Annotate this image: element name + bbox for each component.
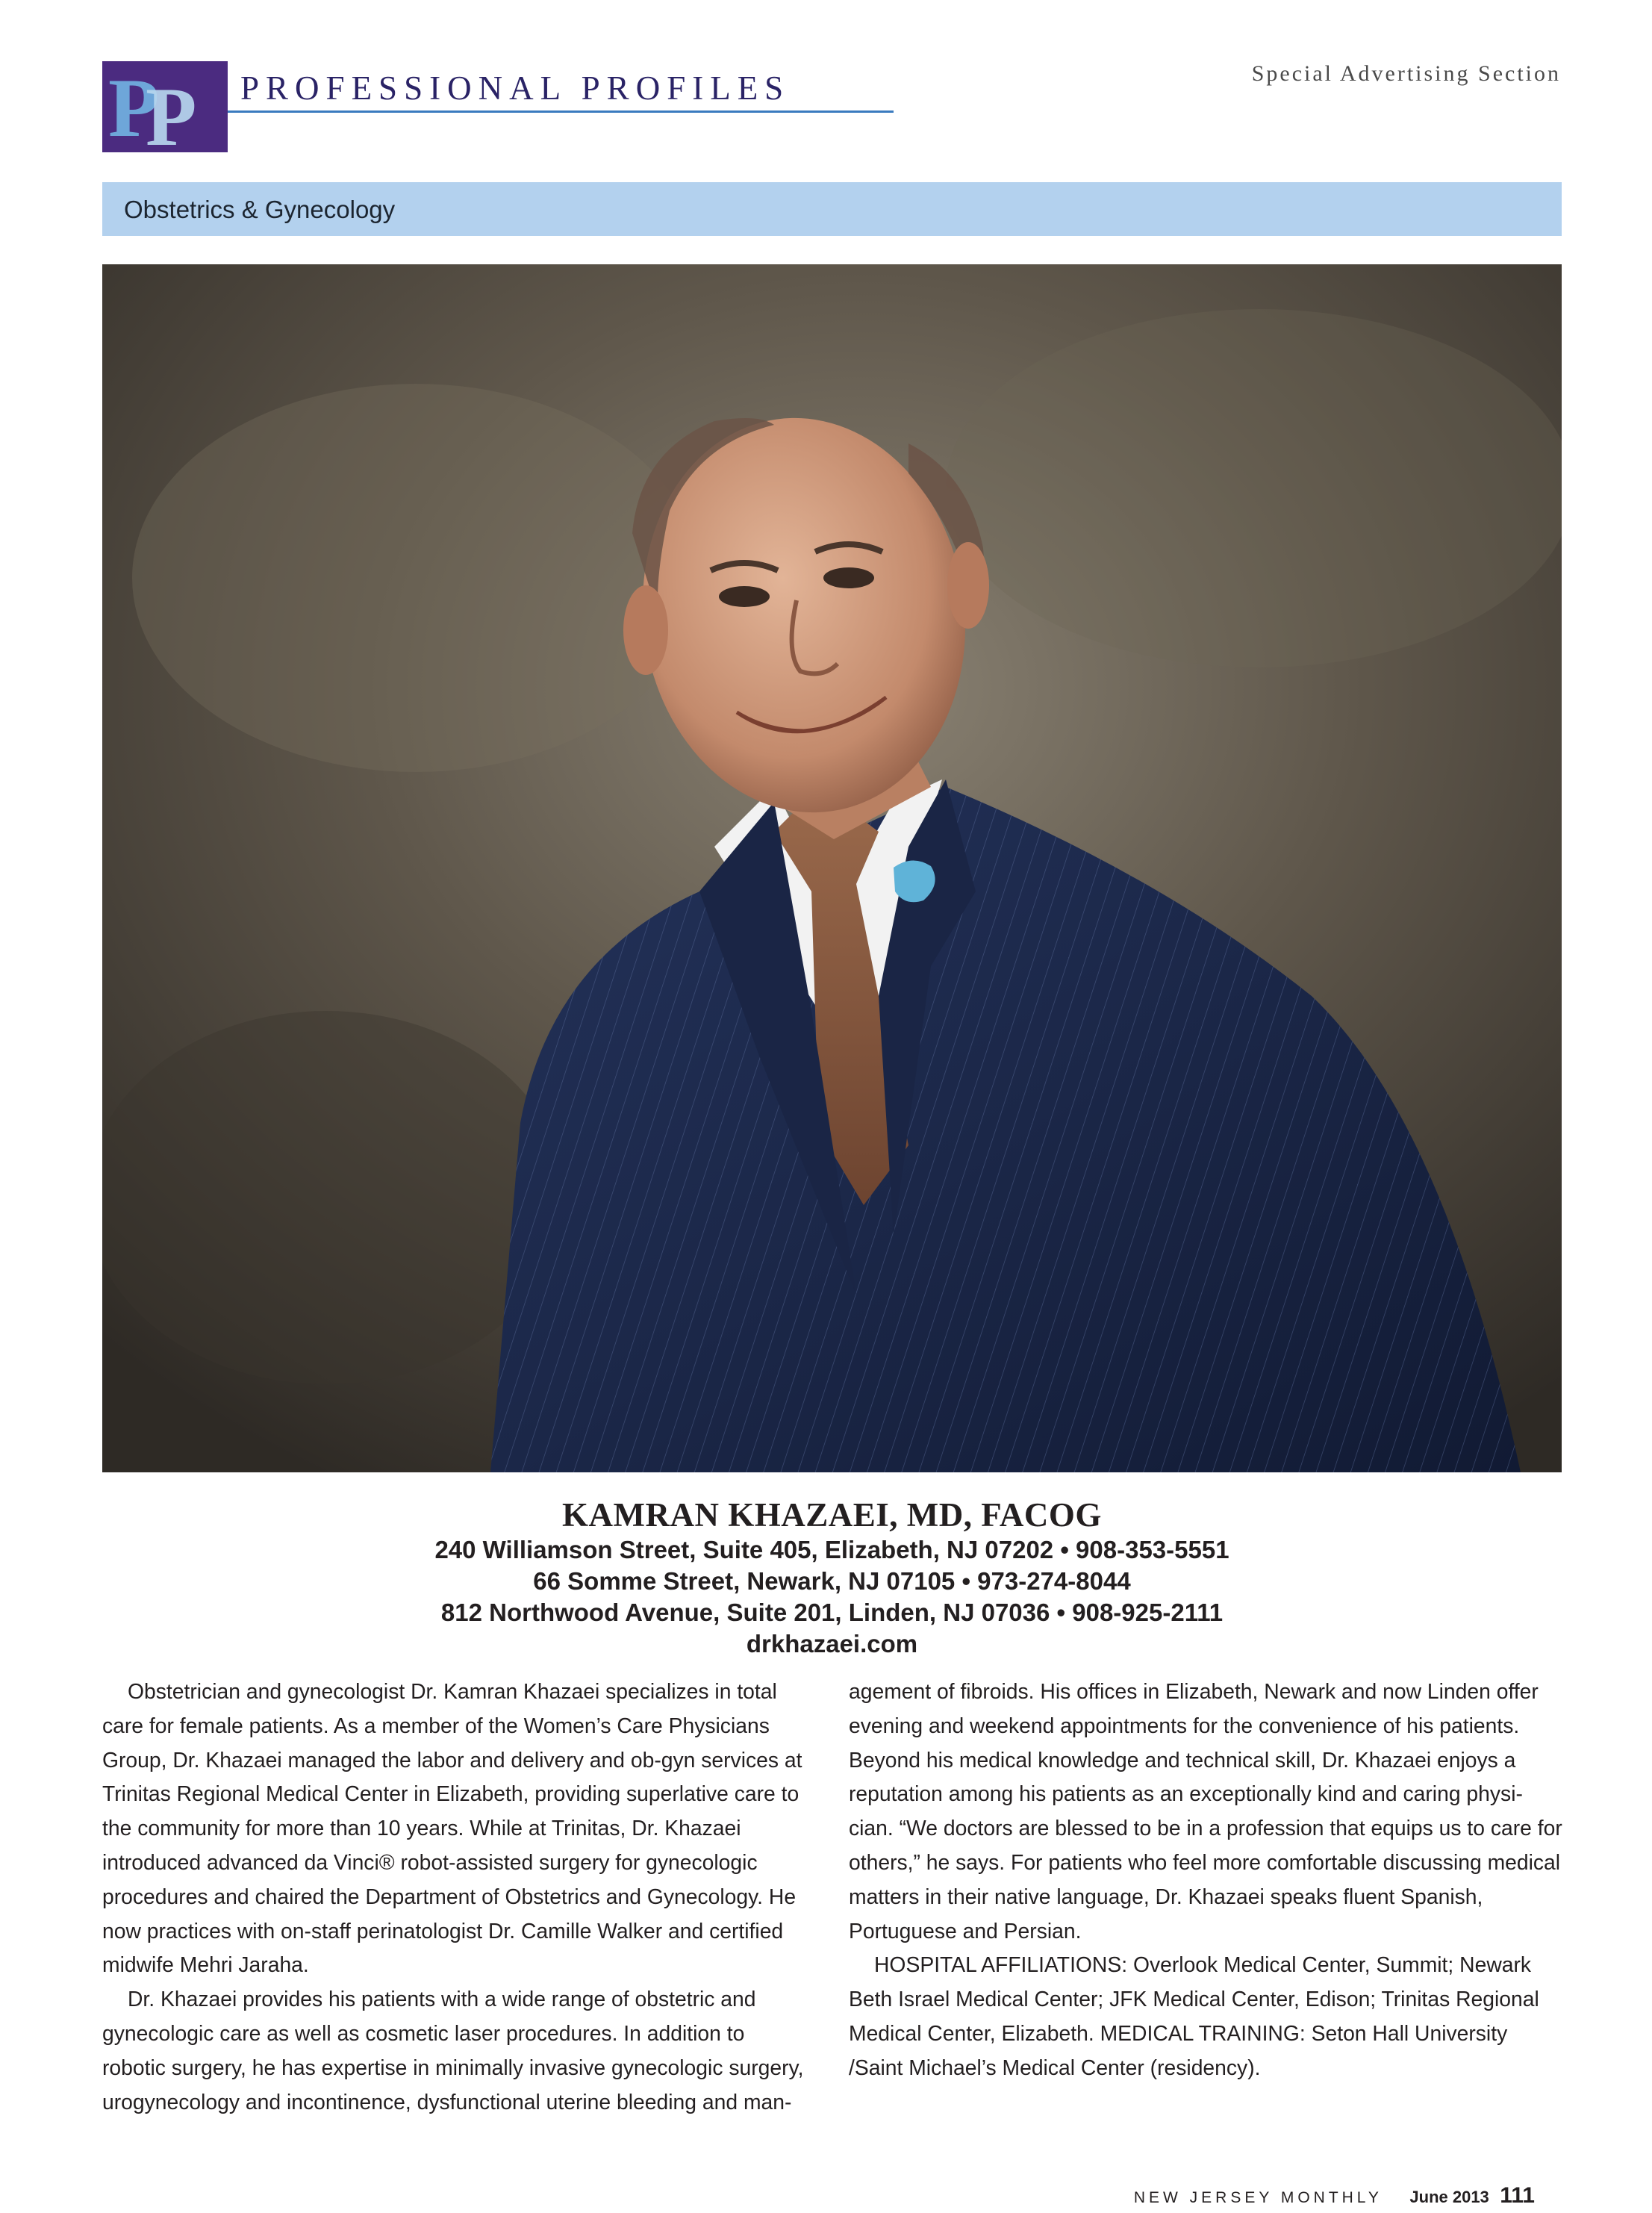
eye-right [823, 567, 874, 588]
profiles-logo [102, 61, 228, 152]
portrait-illustration [102, 264, 1562, 1472]
body-column-right [849, 1675, 1565, 2085]
brand-rule [228, 111, 894, 113]
body-column-left [102, 1675, 808, 2119]
profile-header [102, 1495, 1562, 1660]
pp-logo-mark [102, 61, 228, 152]
address-newark: 66 Somme Street, Newark, NJ 07105 • 973-274-8044 [533, 1567, 1131, 1595]
category-label: Obstetrics & Gynecology [124, 196, 396, 223]
paragraph-offices: agement of fibroids. His offices in Elizabeth, Newark and now Linden offer evening and weekend appointments for the convenience of his patients. Beyond his medical knowledge and technical skill, Dr. Khazaei enjoys a reputation among his patients as an exceptionally kind and caring physi-cian. “We doctors are blessed to be in a profession that equips us to care for others,” he says. For patients who feel more comfortable discussing medical matters in their native language, Dr. Khazaei speaks fluent Spanish, Portuguese and Persian. [849, 1679, 1562, 1943]
issue-date: June 2013 [1409, 2188, 1489, 2206]
magazine-name: NEW JERSEY MONTHLY [1133, 2189, 1383, 2206]
page-footer [1134, 2183, 1535, 2209]
logo-letter-1: P [108, 62, 160, 152]
paragraph-affiliations: HOSPITAL AFFILIATIONS: Overlook Medical Center, Summit; Newark Beth Israel Medical Center; JFK Medical Center, Edison; Trinitas Regional Medical Center, Elizabeth. MEDICAL TRAINING: Seton Hall University /Saint Michael’s Medical Center (residency). [849, 1952, 1539, 2079]
brand-title: PROFESSIONAL PROFILES [240, 69, 791, 107]
eye-left [719, 586, 770, 607]
doctor-portrait-photo [102, 264, 1562, 1472]
paragraph-intro: Obstetrician and gynecologist Dr. Kamran Khazaei specializes in total care for female patients. As a member of the Women’s Care Physicians Group, Dr. Khazaei managed the labor and delivery and ob-gyn services at Trinitas Regional Medical Center in Elizabeth, providing superlative care to the community for more than 10 years. While at Trinitas, Dr. Khazaei introduced advanced da Vinci® robot-assisted surgery for gynecologic procedures and chaired the Department of Obstetrics and Gynecology. He now practices with on-staff perinatologist Dr. Camille Walker and certified midwife Mehri Jaraha. [102, 1679, 802, 1977]
logo-letter-2: P [146, 71, 197, 152]
address-elizabeth: 240 Williamson Street, Suite 405, Elizabeth, NJ 07202 • 908-353-5551 [434, 1536, 1229, 1563]
category-band [102, 182, 1562, 236]
paragraph-services: Dr. Khazaei provides his patients with a wide range of obstetric and gynecologic care as well as cosmetic laser procedures. In addition to robotic surgery, he has expertise in minimally invasive gynecologic surgery, urogynecology and incontinence, dysfunctional uterine bleeding and man- [102, 1987, 804, 2114]
doctor-name: KAMRAN KHAZAEI, MD, FACOG [562, 1496, 1102, 1534]
page-number: 111 [1500, 2183, 1535, 2208]
special-advertising-label: Special Advertising Section [1251, 61, 1561, 86]
address-linden: 812 Northwood Avenue, Suite 201, Linden, NJ 07036 • 908-925-2111 [440, 1599, 1224, 1626]
website-link[interactable]: drkhazaei.com [746, 1630, 918, 1658]
